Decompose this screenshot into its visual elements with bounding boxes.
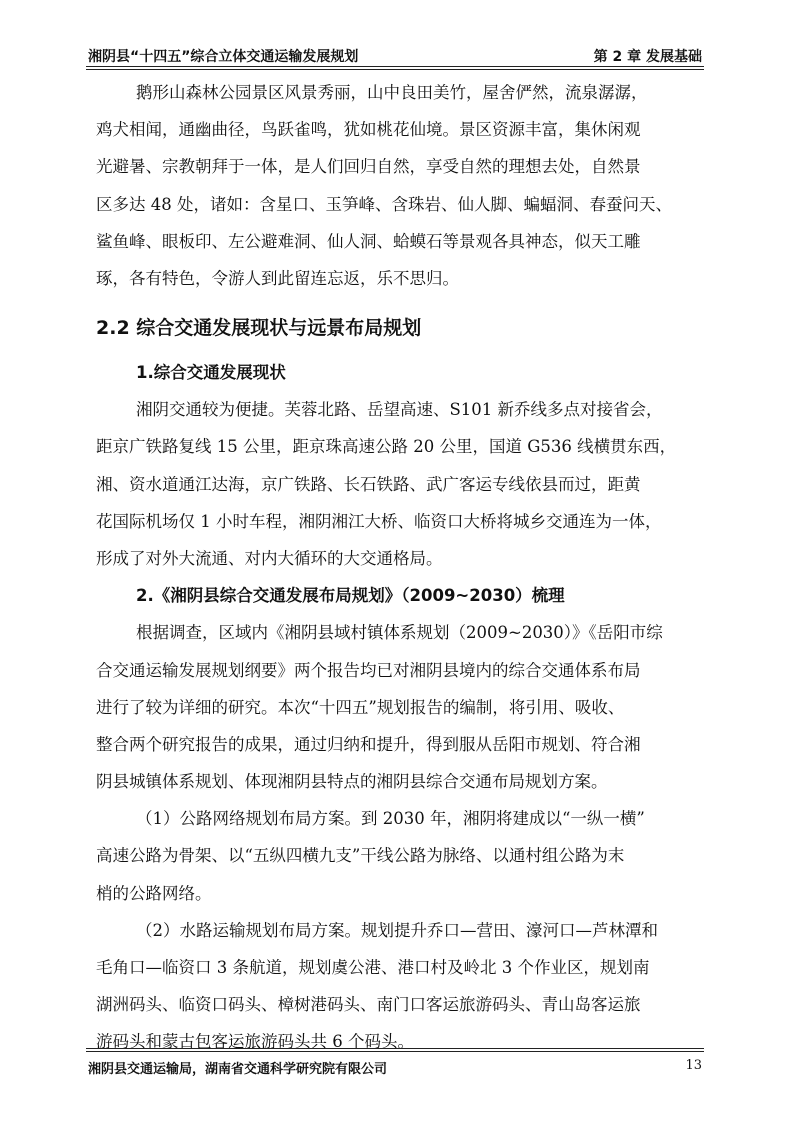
paragraph-line: 湖洲码头、临资口码头、樟树港码头、南门口客运旅游码头、青山岛客运旅 (96, 995, 641, 1015)
paragraph-line: 高速公路为骨架、以“五纵四横九支”干线公路为脉络、以通村组公路为末 (96, 846, 625, 866)
intro-line: 鲨鱼峰、眼板印、左公避难洞、仙人洞、蛤蟆石等景观各具神态，似天工雕 (96, 231, 641, 251)
intro-line: 区多达 48 处，诸如：含星口、玉笋峰、含珠岩、仙人脚、蝙蝠洞、春蚕问天、 (96, 194, 672, 214)
paragraph-line: 湘阴交通较为便捷。芙蓉北路、岳望高速、S101 新乔线多点对接省会， (136, 400, 663, 420)
paragraph-line: 整合两个研究报告的成果，通过归纳和提升，得到服从岳阳市规划、符合湘 (96, 734, 641, 754)
page-header (86, 44, 704, 67)
page-number: 13 (685, 1058, 702, 1073)
paragraph-line: （2）水路运输规划布局方案。规划提升乔口—营田、濠河口—芦林潭和 (136, 920, 658, 940)
paragraph-line: 游码头和蒙古包客运旅游码头共 6 个码头。 (96, 1032, 414, 1052)
intro-line: 鹅形山森林公园景区风景秀丽，山中良田美竹，屋舍俨然，流泉潺潺， (136, 83, 648, 102)
footer-organization: 湘阴县交通运输局，湖南省交通科学研究院有限公司 (88, 1062, 388, 1077)
paragraph-line: 毛角口—临资口 3 条航道，规划虞公港、港口村及岭北 3 个作业区，规划南 (96, 958, 650, 977)
paragraph-line: 阴县城镇体系规划、体现湘阴县特点的湘阴县综合交通布局规划方案。 (96, 772, 608, 792)
paragraph-line: 梢的公路网络。 (96, 883, 212, 903)
section-body (96, 354, 716, 1061)
paragraph-line: （1）公路网络规划布局方案。到 2030 年，湘阴将建成以“一纵一横” (136, 809, 645, 829)
paragraph-line: 形成了对外大流通、对内大循环的大交通格局。 (96, 548, 443, 568)
intro-line: 鸡犬相闻，通幽曲径，鸟跃雀鸣，犹如桃花仙境。景区资源丰富，集休闲观 (96, 120, 641, 140)
section-heading: 2.2 综合交通发展现状与远景布局规划 (96, 317, 422, 339)
intro-paragraph (96, 74, 706, 297)
paragraph-line: 根据调查，区域内《湘阴县域村镇体系规划（2009~2030）》《岳阳市综 (136, 623, 663, 643)
header-title: 湘阴县“十四五”综合立体交通运输发展规划 (88, 49, 359, 65)
header-chapter: 第 2 章 发展基础 (593, 49, 702, 65)
intro-line: 琢，各有特色，令游人到此留连忘返，乐不思归。 (96, 268, 459, 288)
subsection-heading-2: 2.《湘阴县综合交通发展布局规划》（2009~2030）梳理 (136, 586, 565, 606)
paragraph-line: 花国际机场仅 1 小时车程，湘阴湘江大桥、临资口大桥将城乡交通连为一体， (96, 511, 662, 531)
paragraph-line: 距京广铁路复线 15 公里，距京珠高速公路 20 公里，国道 G536 线横贯东西， (96, 437, 677, 457)
paragraph-line: 湘、资水道通江达海，京广铁路、长石铁路、武广客运专线依县而过，距黄 (96, 474, 641, 494)
intro-line: 光避暑、宗教朝拜于一体，是人们回归自然，享受自然的理想去处，自然景 (96, 157, 641, 177)
subsection-heading-1: 1.综合交通发展现状 (136, 363, 286, 382)
paragraph-line: 进行了较为详细的研究。本次“十四五”规划报告的编制，将引用、吸收、 (96, 697, 625, 717)
paragraph-line: 合交通运输发展规划纲要》两个报告均已对湘阴县境内的综合交通体系布局 (96, 660, 641, 680)
page-footer (86, 1051, 704, 1077)
